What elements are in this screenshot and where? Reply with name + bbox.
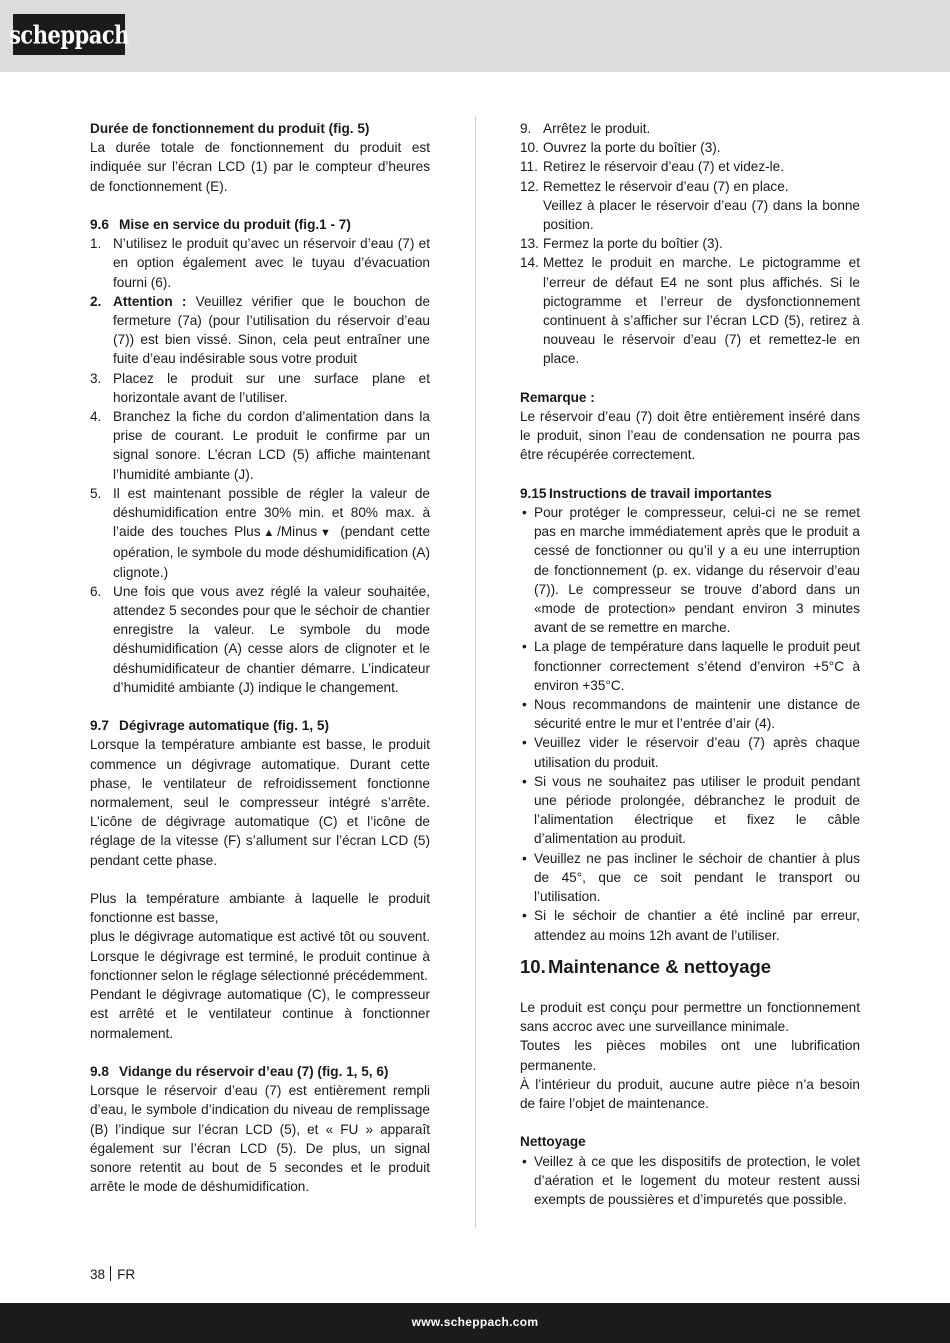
duration-heading: Durée de fonctionnement du produit (fig. 5) bbox=[90, 121, 370, 136]
item-number: 13. bbox=[520, 236, 539, 252]
section-title: Dégivrage automatique (fig. 1, 5) bbox=[119, 718, 329, 734]
bullet-item: • Si le séchoir de chantier a été incliné par erreur, attendez au moins 12h avant de l’utiliser. bbox=[520, 906, 860, 944]
brand-logo-text: scheppach bbox=[9, 19, 129, 50]
minus-triangle-icon: ▼ bbox=[317, 527, 334, 540]
paragraph: À l’intérieur du produit, aucune autre pièce n’a besoin de faire l’objet de maintenance. bbox=[520, 1076, 860, 1111]
plus-triangle-icon: ▲ bbox=[260, 527, 278, 540]
paragraph: Le produit est conçu pour permettre un fonctionnement sans accroc avec une surveillance minimale. bbox=[520, 999, 860, 1035]
list-item bbox=[90, 234, 430, 292]
item-text: Mettez le produit en marche. Le pictogramme et l’erreur de défaut E4 ne sont plus affichés. Si le pictogramme et l’erreur de dysfonctionnement continuent à s’afficher sur l’écran LCD (5), retirez à nouveau le réservoir d’eau (7) et remettez-le en place. bbox=[543, 255, 860, 367]
bullet-item: • Si vous ne souhaitez pas utiliser le produit pendant une période prolongée, débranchez le produit de l’alimentation électrique et fixez le câble d’alimentation au produit. bbox=[520, 772, 860, 849]
section-number: 9.8 bbox=[90, 1063, 109, 1079]
bullet-dot-icon: • bbox=[522, 735, 527, 751]
list-item bbox=[520, 253, 860, 368]
website-link[interactable]: www.scheppach.com bbox=[411, 1315, 539, 1330]
page-number-value: 38 bbox=[90, 1267, 106, 1282]
list-item bbox=[90, 292, 430, 369]
item-number: 6. bbox=[90, 583, 102, 599]
duration-text: La durée totale de fonctionnement du produit est indiquée sur l’écran LCD (1) par le compteur d’heures de fonctionnement (E). bbox=[90, 140, 430, 194]
column-divider bbox=[475, 116, 476, 1228]
language-code: FR bbox=[117, 1267, 136, 1282]
bullet-dot-icon: • bbox=[522, 697, 527, 713]
item-text: Remettez le réservoir d’eau (7) en place. Veillez à placer le réservoir d’eau (7) dans la bonne position. bbox=[543, 178, 860, 233]
cleaning-heading: Nettoyage bbox=[520, 1134, 586, 1150]
section-number: 9.6 bbox=[90, 217, 109, 232]
item-number: 11. bbox=[520, 159, 538, 175]
bullet-dot-icon: • bbox=[522, 908, 527, 924]
paragraph: Pendant le dégivrage automatique (C), le compresseur est arrêté et le ventilateur continue à fonctionner normalement. bbox=[90, 987, 430, 1041]
item-text: N’utilisez le produit qu’avec un réservoir d’eau (7) et en option également avec le tuyau d’évacuation fourni (6). bbox=[113, 236, 430, 290]
list-item bbox=[90, 407, 430, 484]
list-item bbox=[520, 234, 860, 253]
item-text: Attention : Veuillez vérifier que le bouchon de fermeture (7a) (pour l’utilisation du réservoir d’eau (7)) est bien vissé. Sinon, cela peut entraîner une fuite d’eau indésirable sous votre produit bbox=[113, 293, 431, 367]
section-number: 9.7 bbox=[90, 718, 109, 734]
bullet-item: • Veuillez vider le réservoir d’eau (7) après chaque utilisation du produit. bbox=[520, 733, 860, 771]
page-number bbox=[90, 1265, 135, 1284]
item-text: Branchez la fiche du cordon d’alimentation dans la prise de courant. Le produit le confirme par un signal sonore. L’écran LCD (5) affiche maintenant l’humidité ambiante (J). bbox=[113, 409, 430, 482]
remark-heading: Remarque : bbox=[520, 389, 595, 405]
remark-text: Le réservoir d’eau (7) doit être entièrement inséré dans le produit, sinon l’eau de condensation ne pourra pas être récupérée correctement. bbox=[520, 409, 860, 463]
page-separator bbox=[110, 1266, 111, 1281]
item-text: Il est maintenant possible de régler la valeur de déshumidification entre 30% min. et 80% max. à l’aide des touches Plus▲/Minus▼ (pendant cette opération, le symbole du mode déshumidification (A) clignote.) bbox=[113, 485, 431, 580]
bullet-item: • Nous recommandons de maintenir une distance de sécurité entre le mur et l’entrée d’air (4). bbox=[520, 695, 860, 733]
paragraph: plus le dégivrage automatique est activé tôt ou souvent. Lorsque le dégivrage est terminé, le produit continue à fonctionner selon le réglage sélectionné précédemment. bbox=[90, 929, 430, 983]
section-title: Mise en service du produit (fig.1 - 7) bbox=[119, 217, 351, 232]
item-number: 1. bbox=[90, 236, 102, 252]
section-10-heading bbox=[520, 955, 860, 979]
item-text: Ouvrez la porte du boîtier (3). bbox=[543, 140, 721, 156]
bullet-dot-icon: • bbox=[522, 505, 527, 521]
item-number: 12. bbox=[520, 178, 539, 194]
bullet-dot-icon: • bbox=[522, 639, 527, 655]
list-item bbox=[90, 369, 430, 407]
right-column bbox=[520, 119, 860, 1209]
section-9-8-heading bbox=[90, 1062, 430, 1081]
item-text: Arrêtez le produit. bbox=[543, 121, 651, 136]
paragraph: Lorsque le réservoir d’eau (7) est entièrement rempli d’eau, le symbole d’indication du niveau de remplissage (B) l’indique sur l’écran LCD (5), et « FU » apparaît également sur l’écran LCD (5). De plus, un signal sonore retentit au bout de 5 secondes et le produit arrête le mode de déshumidification. bbox=[90, 1083, 430, 1195]
item-number: 4. bbox=[90, 409, 102, 425]
section-title: Maintenance & nettoyage bbox=[548, 955, 772, 977]
bullet-item: • La plage de température dans laquelle le produit peut fonctionner correctement s’étend d’environ +5°C à environ +35°C. bbox=[520, 637, 860, 695]
list-item bbox=[520, 119, 860, 138]
section-title: Instructions de travail importantes bbox=[549, 485, 772, 501]
page-footer bbox=[0, 1303, 950, 1343]
item-text: Une fois que vous avez réglé la valeur souhaitée, attendez 5 secondes pour que le séchoir de chantier enregistre la valeur. Le symbole du mode déshumidification (A) cesse alors de clignoter et le déshumidificateur de chantier démarre. L’indicateur d’humidité ambiante (J) indique le changement. bbox=[113, 583, 430, 695]
section-9-7-heading bbox=[90, 716, 430, 735]
item-number: 10. bbox=[520, 140, 539, 156]
item-note: Veillez à placer le réservoir d’eau (7) dans la bonne position. bbox=[543, 197, 860, 233]
attention-label: Attention : bbox=[113, 293, 187, 309]
item-number: 14. bbox=[520, 255, 539, 271]
bullet-item: • Veuillez ne pas incliner le séchoir de chantier à plus de 45°, que ce soit pendant le transport ou l’utilisation. bbox=[520, 849, 860, 907]
list-item bbox=[520, 177, 860, 235]
bullet-item: • Veillez à ce que les dispositifs de protection, le volet d’aération et le logement du moteur restent aussi exempts de poussières et d’impuretés que possible. bbox=[520, 1152, 860, 1210]
page-header bbox=[0, 0, 950, 72]
section-number: 9.15 bbox=[520, 485, 547, 501]
paragraph: Plus la température ambiante à laquelle le produit fonctionne est basse, bbox=[90, 891, 430, 926]
section-9-6-heading bbox=[90, 215, 430, 234]
bullet-dot-icon: • bbox=[522, 850, 527, 866]
bullet-dot-icon: • bbox=[522, 1153, 527, 1169]
section-9-15-heading bbox=[520, 484, 860, 503]
bullet-item: • Pour protéger le compresseur, celui-ci ne se remet pas en marche immédiatement après que le produit a cessé de fonctionner ou qu’il y a eu une interruption de fonctionnement (p. ex. vidange du réservoir d’eau (7)). Le compresseur se trouve d’abord dans un «mode de protection» pendant environ 3 minutes avant de se remettre en marche. bbox=[520, 503, 860, 637]
item-number: 2. bbox=[90, 293, 102, 309]
section-number: 10. bbox=[520, 955, 546, 977]
left-column bbox=[90, 119, 430, 1196]
bullet-dot-icon: • bbox=[522, 773, 527, 789]
item-text: Fermez la porte du boîtier (3). bbox=[543, 236, 723, 252]
item-number: 5. bbox=[90, 485, 102, 501]
item-number: 3. bbox=[90, 370, 102, 386]
list-item bbox=[520, 138, 860, 157]
paragraph: Toutes les pièces mobiles ont une lubrification permanente. bbox=[520, 1038, 860, 1073]
item-text: Placez le produit sur une surface plane et horizontale avant de l’utiliser. bbox=[113, 370, 430, 405]
section-title: Vidange du réservoir d’eau (7) (fig. 1, 5, 6) bbox=[119, 1063, 389, 1079]
item-text: Retirez le réservoir d’eau (7) et videz-le. bbox=[543, 159, 785, 175]
item-number: 9. bbox=[520, 121, 532, 136]
brand-logo bbox=[9, 14, 129, 55]
list-item bbox=[520, 157, 860, 176]
paragraph: Lorsque la température ambiante est basse, le produit commence un dégivrage automatique. Durant cette phase, le ventilateur de refroidissement fonctionne normalement, seul le compresseur intégré s’arrête. L’icône de dégivrage automatique (C) et l’icône de réglage de la vitesse (F) s’allument sur l’écran LCD (5) pendant cette phase. bbox=[90, 737, 430, 868]
list-item bbox=[90, 484, 430, 582]
list-item bbox=[90, 582, 430, 697]
